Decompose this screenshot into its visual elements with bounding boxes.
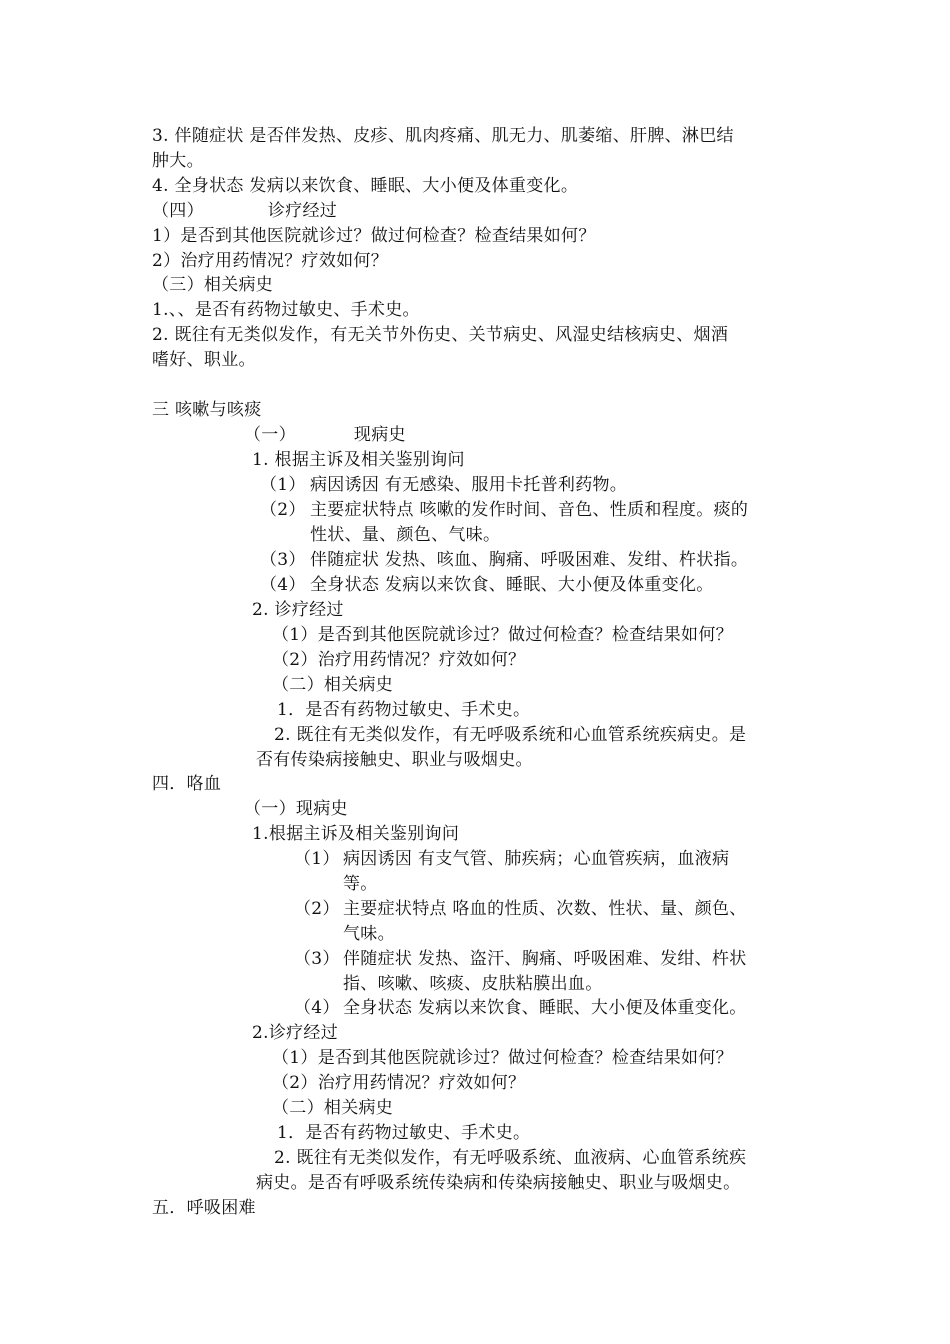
related-history-1: 1．是否有药物过敏史、手术史。: [277, 700, 531, 720]
treatment-question-2: 2）治疗用药情况？疗效如何？: [152, 251, 389, 271]
section-5-heading: 五．呼吸困难: [152, 1198, 256, 1218]
treatment-question-1: （1）是否到其他医院就诊过？做过何检查？检查结果如何？: [272, 1048, 733, 1068]
treatment-question-1: 1）是否到其他医院就诊过？做过何检查？检查结果如何？: [152, 226, 596, 246]
treatment-heading-title: 诊疗经过: [267, 201, 338, 221]
inquiry-item-1-text: 病因诱因 有支气管、肺疾病；心血管疾病，血液病: [343, 849, 730, 869]
related-history-2-line1: 2. 既往有无类似发作，有无关节外伤史、关节病史、风湿史结核病史、烟酒: [152, 325, 729, 345]
symptom-item-3-line1: 3. 伴随症状 是否伴发热、皮疹、肌肉疼痛、肌无力、肌萎缩、肝脾、淋巴结: [152, 126, 734, 146]
related-history-heading: （二）相关病史: [272, 1098, 394, 1118]
related-history-2-line2: 病史。是否有呼吸系统传染病和传染病接触史、职业与吸烟史。: [256, 1173, 741, 1193]
related-history-heading: （二）相关病史: [272, 675, 394, 695]
inquiry-item-3-number: （3）: [260, 550, 306, 570]
related-history-1: 1．是否有药物过敏史、手术史。: [277, 1123, 531, 1143]
inquiry-item-1-text: 病因诱因 有无感染、服用卡托普利药物。: [310, 475, 628, 495]
treatment-heading: [152, 199, 337, 223]
treatment-question-2: （2）治疗用药情况？疗效如何？: [272, 1073, 526, 1093]
present-history-title: 现病史: [353, 425, 406, 445]
section-4-heading: 四．咯血: [152, 774, 222, 794]
inquiry-item-3-text: 伴随症状 发热、盗汗、胸痛、呼吸困难、发绀、杵状: [343, 949, 747, 969]
inquiry-item-1-number: （1）: [294, 849, 340, 869]
treatment-question-2: （2）治疗用药情况？疗效如何？: [272, 650, 526, 670]
related-history-heading: （三）相关病史: [152, 275, 274, 295]
inquiry-item-2-number: （2）: [294, 899, 340, 919]
inquiry-item-4-text: 全身状态 发病以来饮食、睡眠、大小便及体重变化。: [310, 575, 714, 595]
related-history-2-line2: 嗜好、职业。: [152, 350, 256, 370]
present-history-number: （一）: [244, 425, 296, 445]
inquiry-item-2-text-cont: 气味。: [343, 924, 395, 944]
present-history-heading: （一）现病史: [244, 799, 348, 819]
inquiry-item-1-number: （1）: [260, 475, 306, 495]
inquiry-item-4-number: （4）: [260, 575, 306, 595]
treatment-heading: 2.诊疗经过: [252, 1023, 339, 1043]
inquiry-heading: 1.根据主诉及相关鉴别询问: [252, 824, 460, 844]
inquiry-item-2-number: （2）: [260, 500, 306, 520]
inquiry-item-1-text-cont: 等。: [343, 874, 378, 894]
symptom-item-4: 4. 全身状态 发病以来饮食、睡眠、大小便及体重变化。: [152, 176, 579, 196]
inquiry-heading: 1. 根据主诉及相关鉴别询问: [252, 450, 465, 470]
related-history-2-line2: 否有传染病接触史、职业与吸烟史。: [256, 750, 533, 770]
related-history-2-line1: 2. 既往有无类似发作，有无呼吸系统、血液病、心血管系统疾: [274, 1148, 747, 1168]
present-history-heading: [244, 423, 406, 447]
treatment-question-1: （1）是否到其他医院就诊过？做过何检查？检查结果如何？: [272, 625, 733, 645]
treatment-heading-number: （四）: [152, 201, 204, 221]
inquiry-item-3-text: 伴随症状 发热、咳血、胸痛、呼吸困难、发绀、杵状指。: [310, 550, 749, 570]
symptom-item-3-line2: 肿大。: [152, 151, 204, 171]
inquiry-item-4-number: （4）: [294, 998, 340, 1018]
inquiry-item-2-text-cont: 性状、量、颜色、气味。: [310, 525, 501, 545]
related-history-2-line1: 2. 既往有无类似发作，有无呼吸系统和心血管系统疾病史。是: [274, 725, 747, 745]
inquiry-item-2-text: 主要症状特点 咯血的性质、次数、性状、量、颜色、: [343, 899, 747, 919]
section-3-heading: 三 咳嗽与咳痰: [152, 400, 262, 420]
inquiry-item-2-text: 主要症状特点 咳嗽的发作时间、音色、性质和程度。痰的: [310, 500, 749, 520]
treatment-heading: 2. 诊疗经过: [252, 600, 344, 620]
inquiry-item-3-number: （3）: [294, 949, 340, 969]
related-history-1: 1.、、是否有药物过敏史、手术史。: [152, 300, 420, 320]
inquiry-item-3-text-cont: 指、咳嗽、咳痰、皮肤粘膜出血。: [343, 974, 603, 994]
inquiry-item-4-text: 全身状态 发病以来饮食、睡眠、大小便及体重变化。: [343, 998, 747, 1018]
